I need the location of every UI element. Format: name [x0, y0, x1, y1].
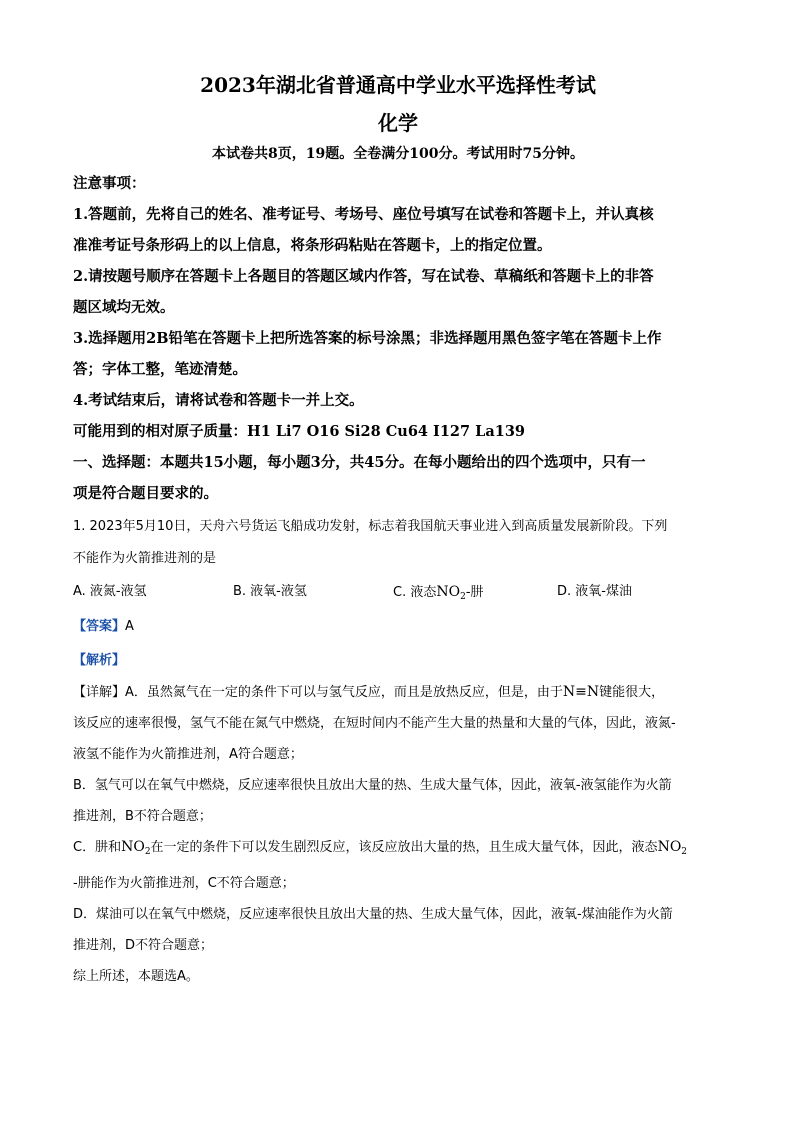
exam-title: 2023年湖北省普通高中学业水平选择性考试 [200, 73, 596, 97]
analysis-line [73, 646, 723, 676]
detail-c-formula-2 [658, 839, 687, 855]
detail-a-line-3: 液氢不能作为火箭推进剂，A符合题意； [73, 747, 303, 762]
option-c-prefix: C. 液态 [393, 585, 437, 600]
detail-c-formula-2-main: NO [657, 839, 682, 855]
question-1-options [73, 581, 723, 608]
detail-a-text-1: A．虽然氮气在一定的条件下可以与氢气反应，而且是放热反应，但是，由于 [125, 685, 563, 700]
answer-label: 【答案】 [73, 619, 126, 634]
detail-d-line-2: 推进剂，D不符合题意； [73, 938, 214, 953]
exam-intro: 本试卷共8页，19题。全卷满分100分。考试用时75分钟。 [212, 146, 584, 162]
notice-item-1-line-2: 准准考证号条形码上的以上信息，将条形码粘贴在答题卡，上的指定位置。 [73, 237, 552, 254]
option-c-formula-sub: 2 [460, 592, 466, 602]
detail-c-prefix: C．肼和 [73, 840, 122, 855]
detail-c-formula-2-sub: 2 [681, 847, 688, 857]
detail-d-line-1: D．煤油可以在氧气中燃烧，反应速率很快且放出大量的热、生成大量气体，因此，液氧-煤油能作为火箭 [73, 907, 673, 922]
detail-a-line-1 [73, 678, 723, 707]
notice-item-2-line-2: 题区域均无效。 [73, 299, 175, 316]
detail-c-formula-1-main: NO [121, 839, 145, 855]
conclusion-line: 综上所述，本题选A。 [73, 969, 199, 984]
option-b: B. 液氧-液氢 [233, 584, 307, 599]
detail-a-text-2: 键能很大， [599, 685, 665, 700]
notice-item-4: 4.考试结束后，请将试卷和答题卡一并上交。 [73, 392, 364, 409]
atomic-mass-line: 可能用到的相对原子质量：H1 Li7 O16 Si28 Cu64 I127 La139 [73, 423, 526, 440]
option-c-formula [436, 584, 465, 600]
analysis-label: 【解析】 [73, 653, 126, 668]
notice-item-3-line-2: 答；字体工整，笔迹清楚。 [73, 361, 247, 378]
answer-line [73, 612, 723, 642]
detail-b-line-2: 推进剂，B不符合题意； [73, 809, 212, 824]
option-c-suffix: -肼 [465, 585, 484, 600]
detail-label: 【详解】 [73, 685, 126, 700]
option-d: D. 液氧-煤油 [557, 584, 632, 599]
subject-title: 化学 [378, 111, 418, 135]
question-1-stem-line-2: 不能作为火箭推进剂的是 [73, 551, 217, 566]
answer-value: A [125, 619, 134, 634]
notice-item-1-line-1: 1.答题前，先将自己的姓名、准考证号、考场号、座位号填写在试卷和答题卡上，并认真核 [73, 206, 654, 223]
triple-bond-formula: N≡N [562, 684, 600, 700]
section-1-line-2: 项是符合题目要求的。 [73, 485, 218, 502]
exam-page [73, 60, 723, 991]
option-a: A. 液氮-液氢 [73, 584, 147, 599]
option-c [393, 581, 557, 608]
option-c-formula-main: NO [436, 584, 461, 600]
detail-b-line-1: B．氢气可以在氧气中燃烧，反应速率很快且放出大量的热、生成大量气体，因此，液氧-液氢能作为火箭 [73, 778, 672, 793]
notice-item-2-line-1: 2.请按题号顺序在答题卡上各题目的答题区域内作答，写在试卷、草稿纸和答题卡上的非答 [73, 268, 654, 285]
detail-c-formula-1 [121, 839, 150, 855]
notice-item-3-line-1: 3.选择题用2B铅笔在答题卡上把所选答案的标号涂黑；非选择题用黑色签字笔在答题卡上作 [73, 330, 662, 347]
section-1-line-1: 一、选择题：本题共15小题，每小题3分，共45分。在每小题给出的四个选项中，只有一 [73, 454, 646, 471]
detail-c-formula-1-sub: 2 [144, 847, 151, 857]
notice-heading: 注意事项： [73, 175, 146, 192]
question-1-stem-line-1: 1. 2023年5月10日，天舟六号货运飞船成功发射，标志着我国航天事业进入到高质量发展新阶段。下列 [73, 519, 668, 534]
detail-a-line-2: 该反应的速率很慢，氢气不能在氮气中燃烧，在短时间内不能产生大量的热量和大量的气体，因此，液氮- [73, 716, 676, 731]
detail-c-middle: 在一定的条件下可以发生剧烈反应，该反应放出大量的热，且生成大量气体，因此，液态 [150, 840, 658, 855]
detail-c-line-1 [73, 833, 723, 867]
detail-c-line-2: -肼能作为火箭推进剂，C不符合题意； [73, 876, 295, 891]
